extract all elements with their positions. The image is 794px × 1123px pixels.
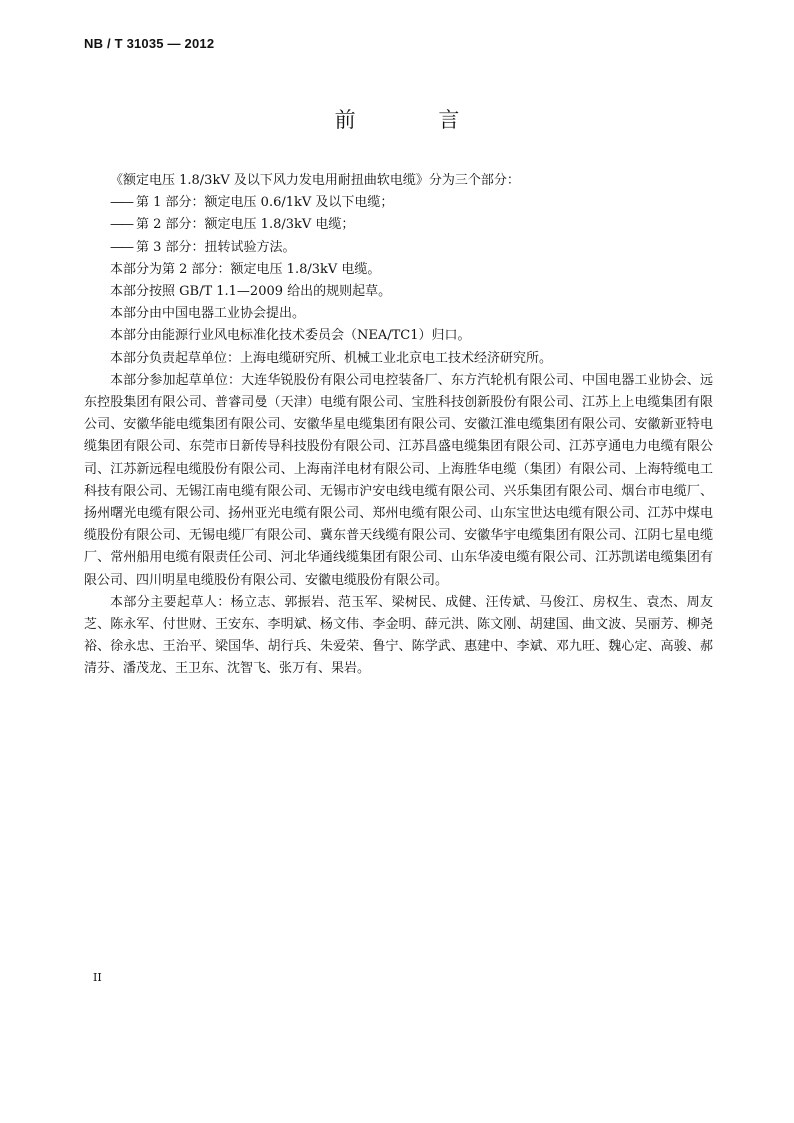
this-part-paragraph: 本部分为第 2 部分：额定电压 1.8/3kV 电缆。 [110,261,381,277]
main-drafters-paragraph: 本部分主要起草人：杨立志、郭振岩、范玉军、梁树民、成健、汪传斌、马俊江、房权生、袁杰、周友芝、陈永军、付世财、王安东、李明斌、杨文伟、李金明、薛元洪、陈文刚、胡建国、曲文波、吴丽芳、柳尧裕、徐永忠、王治平、梁国华、胡行兵、朱爱荣、鲁宁、陈学武、惠建中、李斌、邓九旺、魏心定、高骏、郝清芬、潘茂龙、王卫东、沈智飞、张万有、果岩。 [84,594,713,677]
responsible-units-paragraph: 本部分负责起草单位：上海电缆研究所、机械工业北京电工技术经济研究所。 [110,350,553,366]
proposed-by-paragraph: 本部分由中国电器工业协会提出。 [110,306,306,322]
part-item-2 [84,214,713,236]
part-item-text: 第 1 部分：额定电压 0.6/1kV 及以下电缆； [136,195,394,211]
part-item-1 [84,192,713,214]
foreword-content [84,170,713,681]
document-code: NB / T 31035 — 2012 [84,36,215,51]
dash-mark: —— [110,195,132,211]
page-title: 前 言 [334,108,498,132]
page-number: II [93,971,102,984]
part-item-text: 第 3 部分：扭转试验方法。 [136,239,296,255]
participating-units-paragraph: 本部分参加起草单位：大连华锐股份有限公司电控装备厂、东方汽轮机有限公司、中国电器工业协会、远东控股集团有限公司、普睿司曼（天津）电缆有限公司、宝胜科技创新股份有限公司、江苏上上电缆集团有限公司、安徽华能电缆集团有限公司、安徽华星电缆集团有限公司、安徽江淮电缆集团有限公司、安徽新亚特电缆集团有限公司、东莞市日新传导科技股份有限公司、江苏昌盛电缆集团有限公司、江苏亨通电力电缆有限公司、江苏新远程电缆股份有限公司、上海南洋电材有限公司、上海胜华电缆（集团）有限公司、上海特缆电工科技有限公司、无锡江南电缆有限公司、无锡市沪安电线电缆有限公司、兴乐集团有限公司、烟台市电缆厂、扬州曙光电缆有限公司、扬州亚光电缆有限公司、郑州电缆有限公司、山东宝世达电缆有限公司、江苏中煤电缆股份有限公司、无锡电缆厂有限公司、冀东普天线缆有限公司、安徽华宇电缆集团有限公司、江阴七星电缆厂、常州船用电缆有限责任公司、河北华通线缆集团有限公司、山东华凌电缆有限公司、江苏凯诺电缆集团有限公司、四川明星电缆股份有限公司、安徽电缆股份有限公司。 [84,372,713,588]
part-item-text: 第 2 部分：额定电压 1.8/3kV 电缆； [136,217,355,233]
intro-paragraph: 《额定电压 1.8/3kV 及以下风力发电用耐扭曲软电缆》分为三个部分： [110,173,520,188]
drafting-rules-paragraph: 本部分按照 GB/T 1.1—2009 给出的规则起草。 [110,284,392,300]
dash-mark: —— [110,239,132,255]
dash-mark: —— [110,217,132,233]
managed-by-paragraph: 本部分由能源行业风电标准化技术委员会（NEA/TC1）归口。 [110,328,471,344]
part-item-3 [84,237,713,259]
